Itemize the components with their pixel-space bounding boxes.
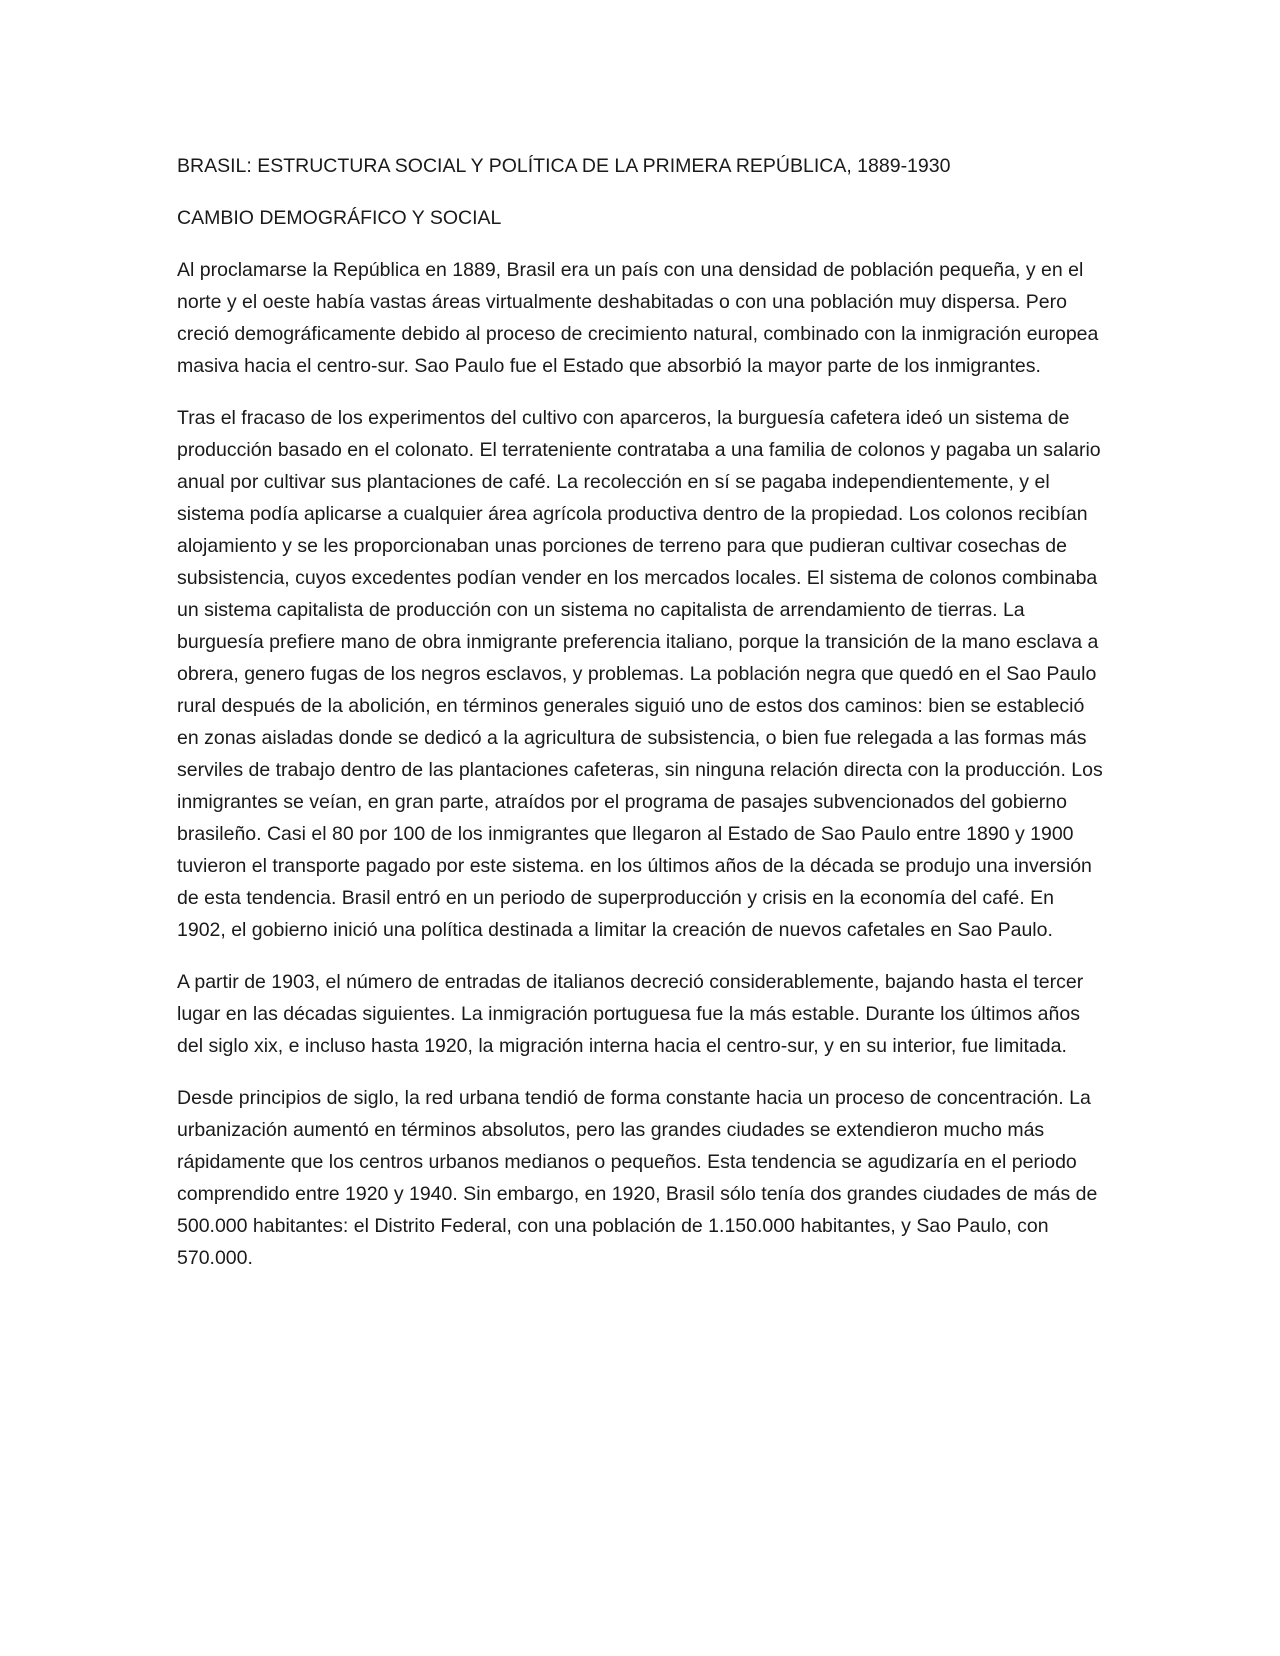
document-title: BRASIL: ESTRUCTURA SOCIAL Y POLÍTICA DE LA PRIMERA REPÚBLICA, 1889-1930 <box>177 155 951 177</box>
paragraph: A partir de 1903, el número de entradas de italianos decreció considerablemente, bajando hasta el tercer lugar en las décadas siguientes. La inmigración portuguesa fue la más estable. Durante los últimos años del siglo xix, e incluso hasta 1920, la migración interna hacia el centro-sur, y en su interior, fue limitada. <box>177 971 1084 1057</box>
document-body <box>177 150 1107 1294</box>
section-heading: CAMBIO DEMOGRÁFICO Y SOCIAL <box>177 207 502 229</box>
paragraph: Al proclamarse la República en 1889, Brasil era un país con una densidad de población pequeña, y en el norte y el oeste había vastas áreas virtualmente deshabitadas o con una población muy dispersa. Pero creció demográficamente debido al proceso de crecimiento natural, combinado con la inmigración europea masiva hacia el centro-sur. Sao Paulo fue el Estado que absorbió la mayor parte de los inmigrantes. <box>177 259 1099 377</box>
paragraph: Desde principios de siglo, la red urbana tendió de forma constante hacia un proceso de concentración. La urbanización aumentó en términos absolutos, pero las grandes ciudades se extendieron mucho más rápidamente que los centros urbanos medianos o pequeños. Esta tendencia se agudizaría en el periodo comprendido entre 1920 y 1940. Sin embargo, en 1920, Brasil sólo tenía dos grandes ciudades de más de 500.000 habitantes: el Distrito Federal, con una población de 1.150.000 habitantes, y Sao Paulo, con 570.000. <box>177 1087 1098 1269</box>
paragraph: Tras el fracaso de los experimentos del cultivo con aparceros, la burguesía cafetera ideó un sistema de producción basado en el colonato. El terrateniente contrataba a una familia de colonos y pagaba un salario anual por cultivar sus plantaciones de café. La recolección en sí se pagaba independientemente, y el sistema podía aplicarse a cualquier área agrícola productiva dentro de la propiedad. Los colonos recibían alojamiento y se les proporcionaban unas porciones de terreno para que pudieran cultivar cosechas de subsistencia, cuyos excedentes podían vender en los mercados locales. El sistema de colonos combinaba un sistema capitalista de producción con un sistema no capitalista de arrendamiento de tierras. La burguesía prefiere mano de obra inmigrante preferencia italiano, porque la transición de la mano esclava a obrera, genero fugas de los negros esclavos, y problemas. La población negra que quedó en el Sao Paulo rural después de la abolición, en términos generales siguió uno de estos dos caminos: bien se estableció en zonas aisladas donde se dedicó a la agricultura de subsistencia, o bien fue relegada a las formas más serviles de trabajo dentro de las plantaciones cafeteras, sin ninguna relación directa con la producción. Los inmigrantes se veían, en gran parte, atraídos por el programa de pasajes subvencionados del gobierno brasileño. Casi el 80 por 100 de los inmigrantes que llegaron al Estado de Sao Paulo entre 1890 y 1900 tuvieron el transporte pagado por este sistema. en los últimos años de la década se produjo una inversión de esta tendencia. Brasil entró en un periodo de superproducción y crisis en la economía del café. En 1902, el gobierno inició una política destinada a limitar la creación de nuevos cafetales en Sao Paulo. <box>177 407 1103 941</box>
